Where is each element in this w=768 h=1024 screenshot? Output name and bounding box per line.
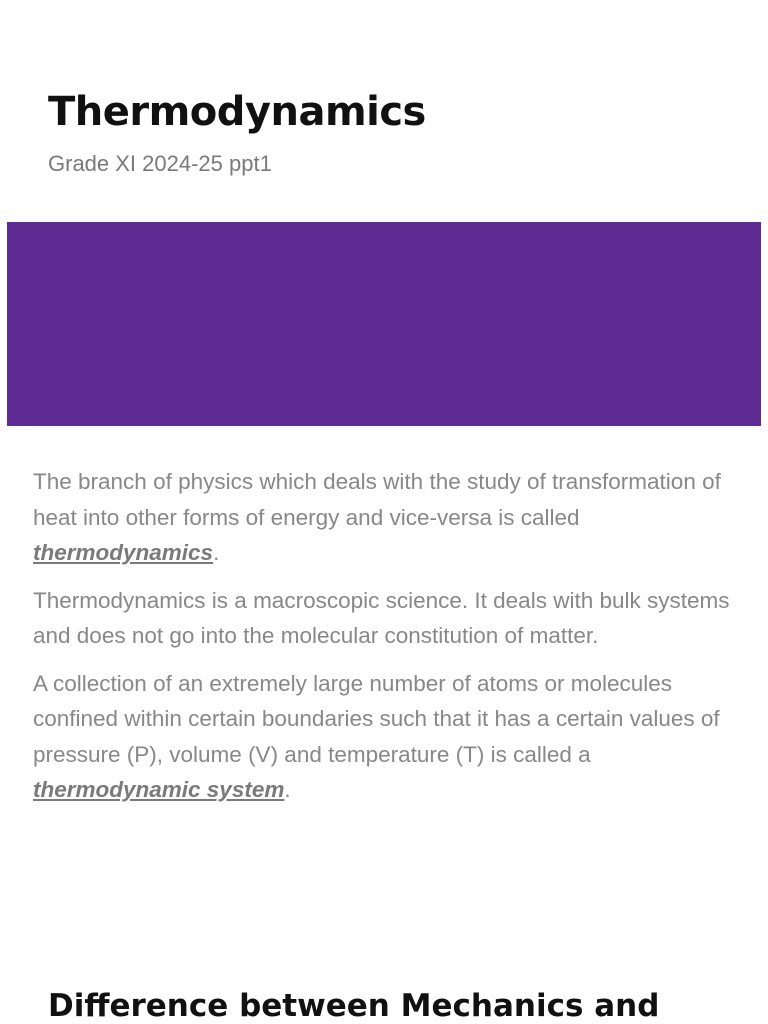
- term-thermodynamic-system: thermodynamic system: [33, 777, 285, 802]
- section-heading: Difference between Mechanics and: [48, 988, 660, 1024]
- page-subtitle: Grade XI 2024-25 ppt1: [48, 151, 272, 176]
- document-body: [33, 464, 733, 820]
- document-header: [48, 84, 728, 178]
- paragraph-text: The branch of physics which deals with the study of transformation of heat into other forms of energy and vice-versa is called: [33, 469, 721, 530]
- paragraph-text: A collection of an extremely large number of atoms or molecules confined within certain boundaries such that it has a certain values of pressure (P), volume (V) and temperature (T) is called a: [33, 670, 720, 767]
- paragraph-text: .: [284, 777, 291, 802]
- paragraph-system: [33, 666, 733, 808]
- term-thermodynamics: thermodynamics: [33, 540, 214, 565]
- paragraph-macroscopic: [33, 583, 733, 654]
- paragraph-text: .: [213, 540, 220, 565]
- banner-image: [7, 222, 761, 426]
- paragraph-definition: [33, 464, 733, 571]
- paragraph-text: Thermodynamics is a macroscopic science. It deals with bulk systems and does not go into the molecular constitution of matter.: [33, 587, 730, 648]
- page-title: Thermodynamics: [48, 89, 426, 135]
